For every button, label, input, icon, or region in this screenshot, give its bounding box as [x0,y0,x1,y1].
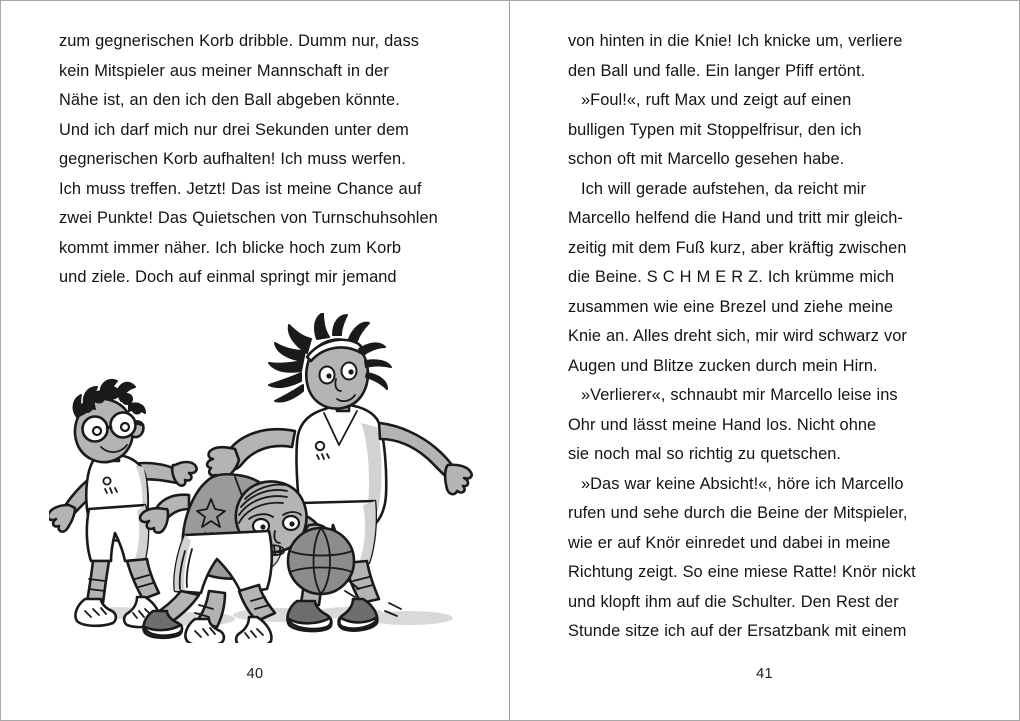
text-line: schon oft mit Marcello gesehen habe. [568,150,845,168]
hand-left-small [49,505,75,532]
paragraph [568,86,968,175]
text-line: Stunde sitze ich auf der Ersatzbank mit einem [568,622,907,640]
text-line: Richtung zeigt. So eine miese Ratte! Knör nickt [568,563,916,581]
text-line: bulligen Typen mit Stoppelfrisur, den ich [568,120,862,139]
paragraph [59,27,459,293]
hand-right [445,465,472,494]
text-line: Und ich darf mich nur drei Sekunden unter dem [59,120,409,139]
text-line: Augen und Blitze zucken durch mein Hirn. [568,356,878,375]
basketball [288,528,354,594]
text-line: »Foul!«, ruft Max und zeigt auf einen [581,91,852,109]
page-right [510,1,1019,720]
text-line: rufen und sehe durch die Beine der Mitspieler, [568,504,908,522]
page-left [1,1,510,720]
text-line: sie noch mal so richtig zu quetschen. [568,445,842,463]
paragraph [568,27,968,86]
right-page-text-block [568,27,968,647]
text-line: Nähe ist, an den ich den Ball abgeben könnte. [59,91,400,109]
text-line: wie er auf Knör einredet und dabei in meine [568,533,891,552]
text-line: gegnerischen Korb aufhalten! Ich muss werfen. [59,150,406,168]
text-line: Ich will gerade aufstehen, da reicht mir [581,179,867,198]
left-page-text-block [59,27,459,293]
text-line: zwei Punkte! Das Quietschen von Turnschuhsohlen [59,209,438,227]
text-line: »Verlierer«, schnaubt mir Marcello leise ins [581,386,898,404]
text-line: kommt immer näher. Ich blicke hoch zum Korb [59,238,401,257]
text-line: den Ball und falle. Ein langer Pfiff ertönt. [568,61,866,80]
text-line: Ich muss treffen. Jetzt! Das ist meine Chance auf [59,179,422,198]
text-line: kein Mitspieler aus meiner Mannschaft in der [59,61,389,80]
text-line: Knie an. Alles dreht sich, mir wird schwarz vor [568,327,907,345]
text-line-emphasis: die Beine. S C H M E R Z. Ich krümme mich [568,268,895,286]
paragraph [568,381,968,470]
text-line: zusammen wie eine Brezel und ziehe meine [568,297,894,316]
paragraph [568,470,968,647]
text-line: zeitig mit dem Fuß kurz, aber kräftig zwischen [568,238,907,257]
page-number-right: 41 [756,666,773,682]
text-line: und klopft ihm auf die Schulter. Den Rest der [568,592,899,611]
text-line: zum gegnerischen Korb dribble. Dumm nur, dass [59,32,419,50]
basketball-illustration [49,313,479,643]
hand-right-small [172,462,196,486]
text-line: Marcello helfend die Hand und tritt mir gleich- [568,209,903,227]
text-line: Ohr und lässt meine Hand los. Nicht ohne [568,415,877,434]
text-line: von hinten in die Knie! Ich knicke um, verliere [568,32,903,50]
text-line: und ziele. Doch auf einmal springt mir jemand [59,268,397,286]
page-number-left: 40 [246,666,264,682]
text-line: »Das war keine Absicht!«, höre ich Marcello [581,474,904,493]
paragraph [568,175,968,382]
